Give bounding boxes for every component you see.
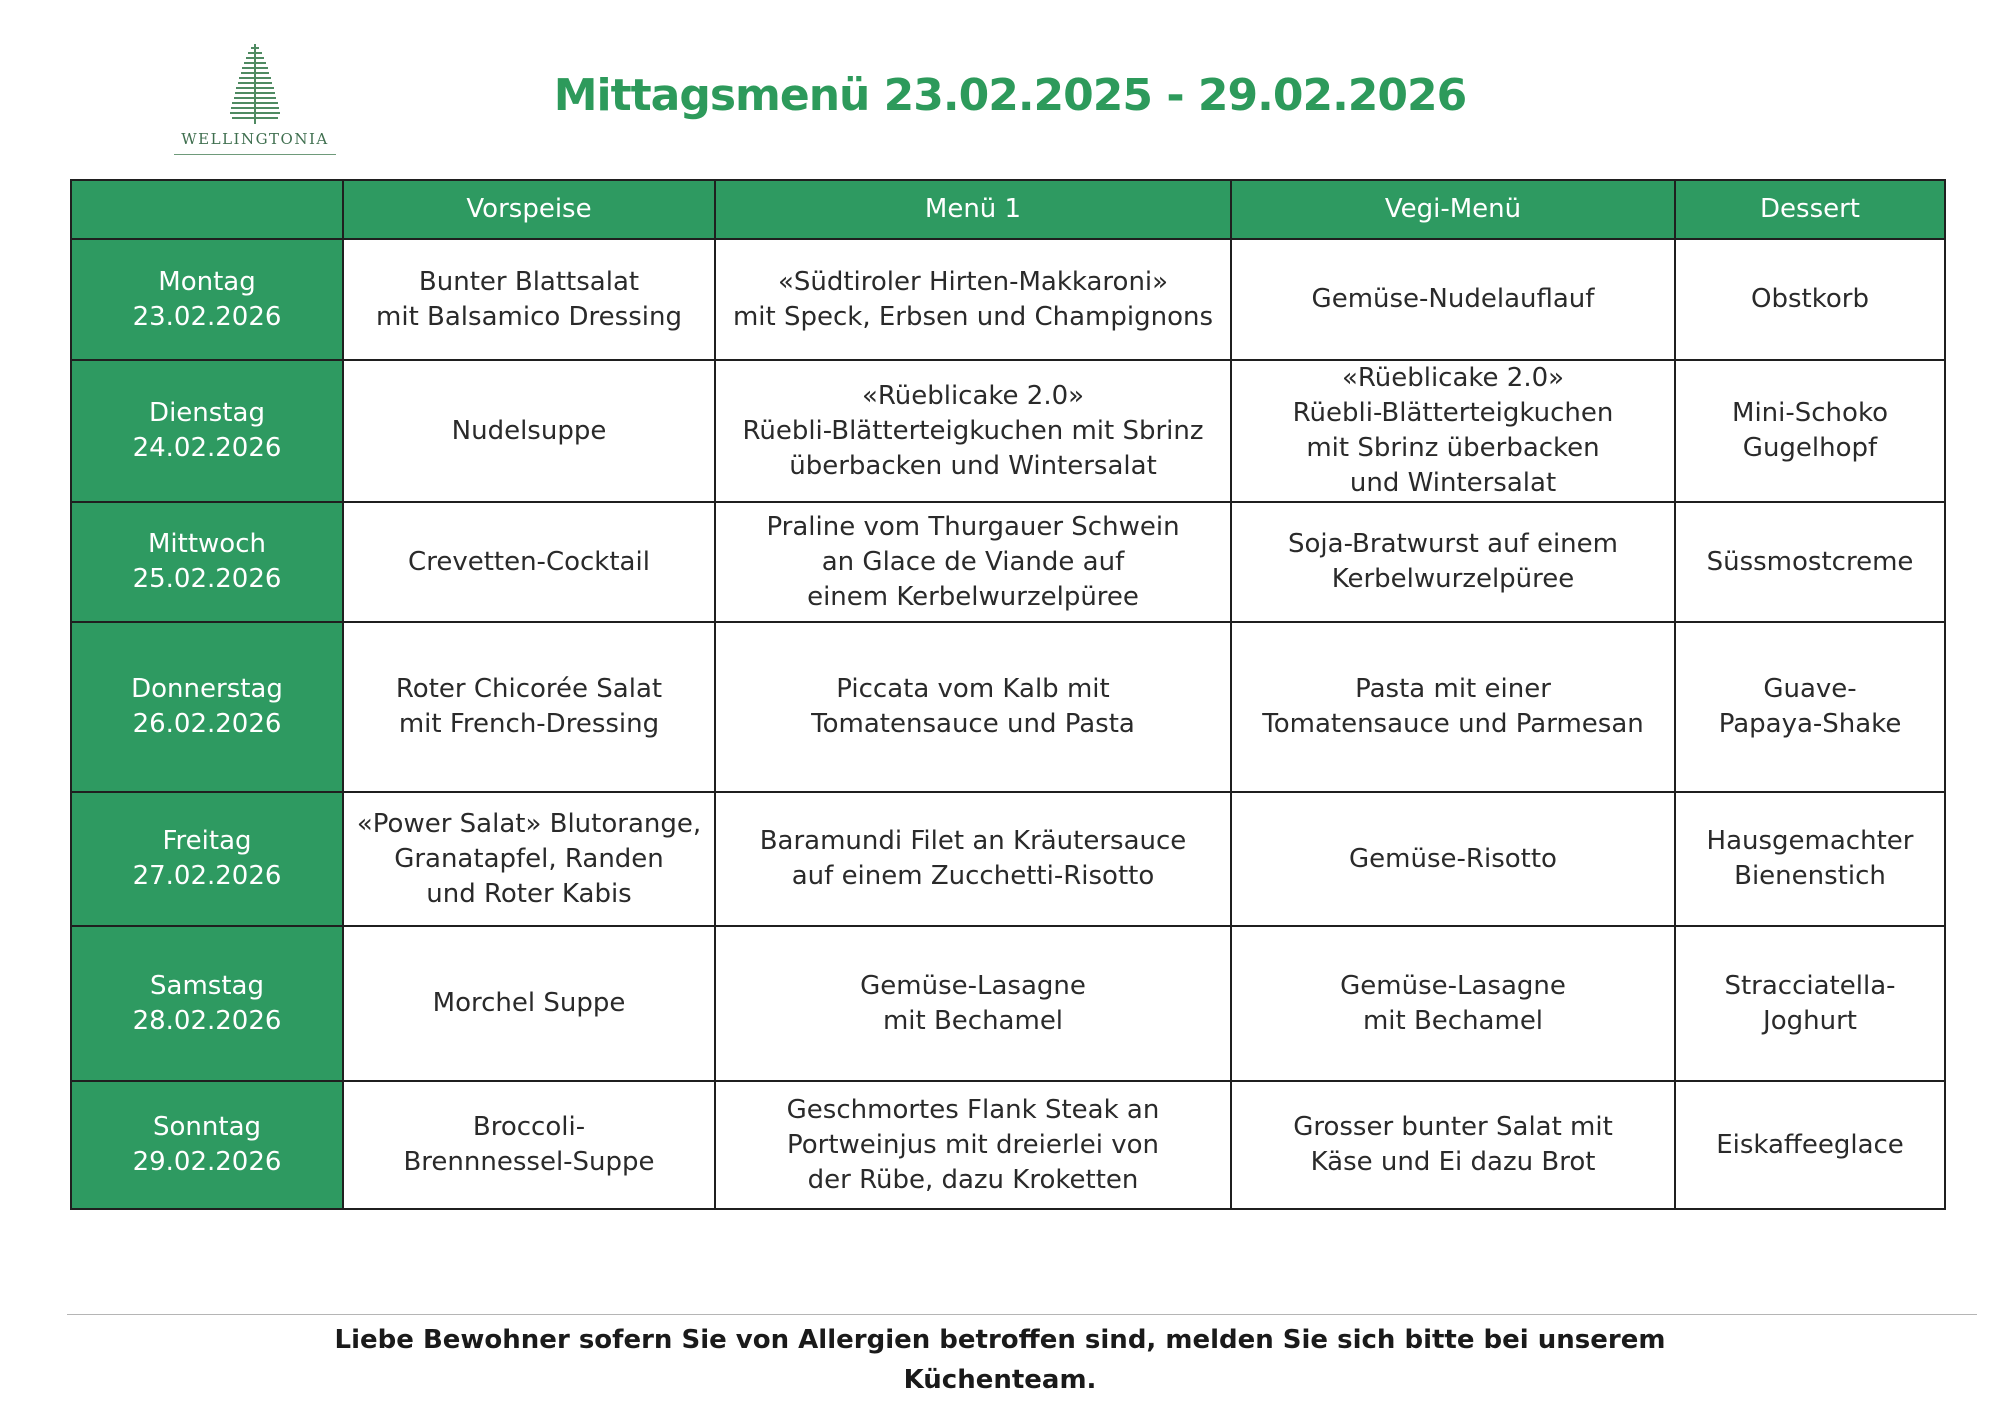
day-cell bbox=[71, 1081, 343, 1209]
dish-line: Brennnessel-Suppe bbox=[403, 1147, 655, 1177]
vegi-cell bbox=[1231, 792, 1675, 926]
dish-line: mit Sbrinz überbacken bbox=[1306, 433, 1600, 463]
menu-table bbox=[70, 179, 1946, 1210]
dish-line: Bunter Blattsalat bbox=[418, 266, 640, 297]
table-row bbox=[71, 1081, 1945, 1209]
dish-line: Joghurt bbox=[1763, 1005, 1857, 1036]
dessert-cell bbox=[1675, 360, 1945, 502]
footer-divider bbox=[67, 1314, 1977, 1315]
dish-line: «Südtiroler Hirten-Makkaroni» bbox=[777, 266, 1169, 297]
dish-line: der Rübe, dazu Kroketten bbox=[807, 1164, 1139, 1195]
table-row bbox=[71, 360, 1945, 502]
table-row bbox=[71, 622, 1945, 792]
dish-line: Geschmortes Flank Steak an bbox=[786, 1094, 1160, 1125]
logo-underline bbox=[174, 154, 336, 155]
day-date: 29.02.2026 bbox=[132, 1147, 282, 1177]
dish-line: mit Speck, Erbsen und Champignons bbox=[732, 301, 1214, 332]
dish-line: mit Balsamico Dressing bbox=[376, 301, 682, 332]
dish-line: Stracciatella- bbox=[1724, 970, 1896, 1001]
dessert-cell bbox=[1675, 926, 1945, 1081]
vegi-cell bbox=[1231, 1081, 1675, 1209]
dish-line: Crevetten-Cocktail bbox=[408, 546, 650, 577]
day-name: Mittwoch bbox=[148, 529, 266, 559]
day-name: Sonntag bbox=[153, 1112, 261, 1142]
menu1-cell bbox=[715, 926, 1231, 1081]
allergy-notice bbox=[300, 1320, 1700, 1400]
dessert-cell bbox=[1675, 792, 1945, 926]
dish-line: Gemüse-Lasagne bbox=[860, 970, 1086, 1001]
day-date: 24.02.2026 bbox=[132, 433, 282, 463]
dish-line: Käse und Ei dazu Brot bbox=[1310, 1147, 1596, 1177]
dish-line: mit Bechamel bbox=[1362, 1005, 1544, 1036]
vorspeise-cell bbox=[343, 239, 715, 360]
day-cell bbox=[71, 239, 343, 360]
dish-line: Grosser bunter Salat mit bbox=[1293, 1112, 1613, 1142]
day-cell bbox=[71, 502, 343, 622]
menu1-cell bbox=[715, 622, 1231, 792]
dish-line: Obstkorb bbox=[1751, 284, 1869, 314]
dish-line: Tomatensauce und Pasta bbox=[811, 709, 1135, 739]
dish-line: Eiskaffeeglace bbox=[1716, 1129, 1904, 1160]
table-row bbox=[71, 792, 1945, 926]
day-cell bbox=[71, 360, 343, 502]
dish-line: Papaya-Shake bbox=[1718, 709, 1902, 739]
menu1-cell bbox=[715, 502, 1231, 622]
dish-line: Portweinjus mit dreierlei von bbox=[786, 1129, 1160, 1160]
dish-line: Nudelsuppe bbox=[451, 415, 607, 446]
dish-line: Praline vom Thurgauer Schwein bbox=[766, 511, 1180, 542]
vorspeise-cell bbox=[343, 792, 715, 926]
header-menu1: Menü 1 bbox=[715, 180, 1231, 239]
logo-text: WELLINGTONIA bbox=[181, 130, 329, 148]
dish-line: und Roter Kabis bbox=[426, 878, 632, 909]
dish-line: Mini-Schoko bbox=[1732, 398, 1888, 428]
day-name: Montag bbox=[158, 266, 256, 297]
dish-line: mit French-Dressing bbox=[398, 709, 660, 739]
dish-line: und Wintersalat bbox=[1349, 468, 1557, 498]
header-vorspeise: Vorspeise bbox=[343, 180, 715, 239]
day-name: Samstag bbox=[150, 970, 264, 1001]
table-row bbox=[71, 239, 1945, 360]
day-name: Dienstag bbox=[149, 398, 265, 428]
dish-line: Soja-Bratwurst auf einem bbox=[1288, 529, 1618, 559]
dish-line: Gemüse-Lasagne bbox=[1340, 970, 1566, 1001]
table-row bbox=[71, 926, 1945, 1081]
table-row bbox=[71, 502, 1945, 622]
vorspeise-cell bbox=[343, 1081, 715, 1209]
dish-line: Guave- bbox=[1763, 674, 1857, 704]
dish-line: Gemüse-Nudelauflauf bbox=[1311, 284, 1595, 314]
dish-line: an Glace de Viande auf bbox=[821, 546, 1125, 577]
page-title: Mittagsmenü 23.02.2025 - 29.02.2026 bbox=[553, 70, 1467, 121]
allergy-notice-line-2: Küchenteam. bbox=[903, 1365, 1097, 1395]
allergy-notice-line-1: Liebe Bewohner sofern Sie von Allergien betroffen sind, melden Sie sich bitte bei unserem bbox=[334, 1325, 1666, 1355]
dish-line: Pasta mit einer bbox=[1355, 674, 1551, 704]
vegi-cell bbox=[1231, 239, 1675, 360]
dish-line: Gugelhopf bbox=[1742, 433, 1878, 463]
vorspeise-cell bbox=[343, 926, 715, 1081]
day-date: 28.02.2026 bbox=[132, 1005, 282, 1036]
dish-line: Morchel Suppe bbox=[432, 988, 626, 1018]
vegi-cell bbox=[1231, 360, 1675, 502]
header-vegi: Vegi-Menü bbox=[1231, 180, 1675, 239]
dish-line: Hausgemachter bbox=[1706, 826, 1914, 856]
tree-icon bbox=[228, 42, 282, 126]
dish-line: mit Bechamel bbox=[882, 1005, 1064, 1036]
dish-line: Broccoli- bbox=[472, 1112, 586, 1142]
dessert-cell bbox=[1675, 502, 1945, 622]
day-cell bbox=[71, 792, 343, 926]
header-dessert: Dessert bbox=[1675, 180, 1945, 239]
dish-line: auf einem Zucchetti-Risotto bbox=[791, 861, 1155, 891]
vorspeise-cell bbox=[343, 502, 715, 622]
day-date: 27.02.2026 bbox=[132, 861, 282, 891]
dish-line: Piccata vom Kalb mit bbox=[836, 674, 1110, 704]
menu1-cell bbox=[715, 239, 1231, 360]
menu1-cell bbox=[715, 792, 1231, 926]
dish-line: Baramundi Filet an Kräutersauce bbox=[759, 826, 1187, 856]
menu1-cell bbox=[715, 360, 1231, 502]
day-name: Donnerstag bbox=[131, 674, 283, 704]
dish-line: «Power Salat» Blutorange, bbox=[356, 808, 702, 839]
dish-line: Rüebli-Blätterteigkuchen bbox=[1292, 398, 1614, 428]
day-date: 26.02.2026 bbox=[132, 709, 282, 739]
header-empty bbox=[71, 180, 343, 239]
menu1-cell bbox=[715, 1081, 1231, 1209]
vegi-cell bbox=[1231, 622, 1675, 792]
dish-line: Roter Chicorée Salat bbox=[395, 674, 663, 704]
vorspeise-cell bbox=[343, 622, 715, 792]
dish-line: Gemüse-Risotto bbox=[1349, 843, 1557, 874]
dessert-cell bbox=[1675, 1081, 1945, 1209]
dish-line: Granatapfel, Randen bbox=[394, 843, 664, 874]
vorspeise-cell bbox=[343, 360, 715, 502]
day-name: Freitag bbox=[162, 826, 252, 856]
day-cell bbox=[71, 926, 343, 1081]
dish-line: einem Kerbelwurzelpüree bbox=[807, 581, 1139, 612]
dish-line: Süssmostcreme bbox=[1706, 546, 1914, 577]
dish-line: Kerbelwurzelpüree bbox=[1331, 564, 1575, 594]
dish-line: überbacken und Wintersalat bbox=[789, 450, 1157, 481]
dish-line: Bienenstich bbox=[1734, 861, 1886, 891]
vegi-cell bbox=[1231, 502, 1675, 622]
dessert-cell bbox=[1675, 622, 1945, 792]
dessert-cell bbox=[1675, 239, 1945, 360]
dish-line: Rüebli-Blätterteigkuchen mit Sbrinz bbox=[742, 415, 1204, 446]
dish-line: Tomatensauce und Parmesan bbox=[1262, 709, 1644, 739]
header-row bbox=[71, 180, 1945, 239]
day-date: 23.02.2026 bbox=[132, 301, 282, 332]
vegi-cell bbox=[1231, 926, 1675, 1081]
dish-line: «Rüeblicake 2.0» bbox=[861, 380, 1085, 411]
day-cell bbox=[71, 622, 343, 792]
day-date: 25.02.2026 bbox=[132, 564, 282, 594]
dish-line: «Rüeblicake 2.0» bbox=[1341, 363, 1565, 393]
